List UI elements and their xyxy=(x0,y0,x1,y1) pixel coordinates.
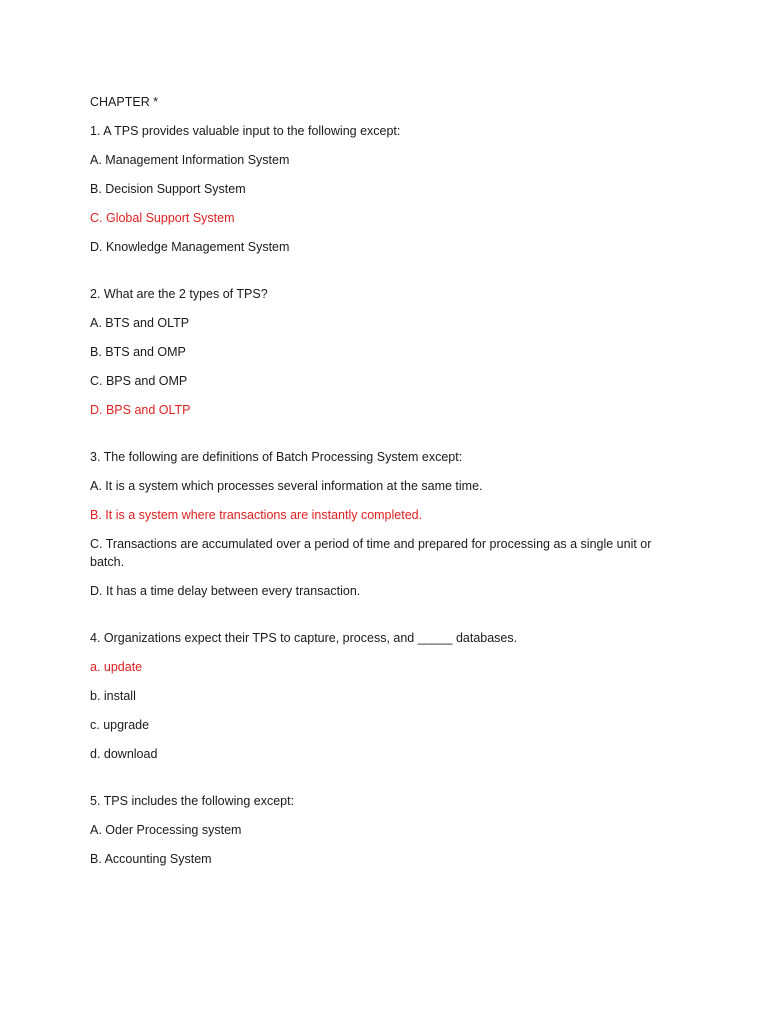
correct-answer-option: D. BPS and OLTP xyxy=(90,403,191,417)
question-block-4 xyxy=(90,629,680,763)
answer-option: B. BTS and OMP xyxy=(90,345,186,359)
question-block-3 xyxy=(90,448,680,600)
question-block-5 xyxy=(90,792,680,868)
answer-option: b. install xyxy=(90,689,136,703)
answer-option: B. Accounting System xyxy=(90,852,212,866)
question-text: 2. What are the 2 types of TPS? xyxy=(90,287,268,301)
spacer xyxy=(90,267,680,285)
spacer xyxy=(90,430,680,448)
question-text: 5. TPS includes the following except: xyxy=(90,794,295,808)
answer-option: A. Management Information System xyxy=(90,153,290,167)
question-text: 3. The following are definitions of Batch Processing System except: xyxy=(90,450,463,464)
answer-option: A. BTS and OLTP xyxy=(90,316,190,330)
answer-option: B. Decision Support System xyxy=(90,182,246,196)
correct-answer-option: C. Global Support System xyxy=(90,211,235,225)
spacer xyxy=(90,611,680,629)
answer-option: C. Transactions are accumulated over a period of time and prepared for processing as a single unit or batch. xyxy=(90,537,652,569)
answer-option: D. It has a time delay between every transaction. xyxy=(90,584,361,598)
question-text: 1. A TPS provides valuable input to the following except: xyxy=(90,124,401,138)
document-body xyxy=(90,93,680,879)
answer-option: A. Oder Processing system xyxy=(90,823,242,837)
correct-answer-option: a. update xyxy=(90,660,143,674)
answer-option: A. It is a system which processes several information at the same time. xyxy=(90,479,483,493)
answer-option: D. Knowledge Management System xyxy=(90,240,290,254)
chapter-heading: CHAPTER * xyxy=(90,95,159,109)
answer-option: c. upgrade xyxy=(90,718,150,732)
question-text: 4. Organizations expect their TPS to capture, process, and _____ databases. xyxy=(90,631,518,645)
answer-option: C. BPS and OMP xyxy=(90,374,188,388)
question-block-2 xyxy=(90,285,680,419)
answer-option: d. download xyxy=(90,747,158,761)
question-block-1 xyxy=(90,122,680,256)
correct-answer-option: B. It is a system where transactions are instantly completed. xyxy=(90,508,423,522)
spacer xyxy=(90,774,680,792)
